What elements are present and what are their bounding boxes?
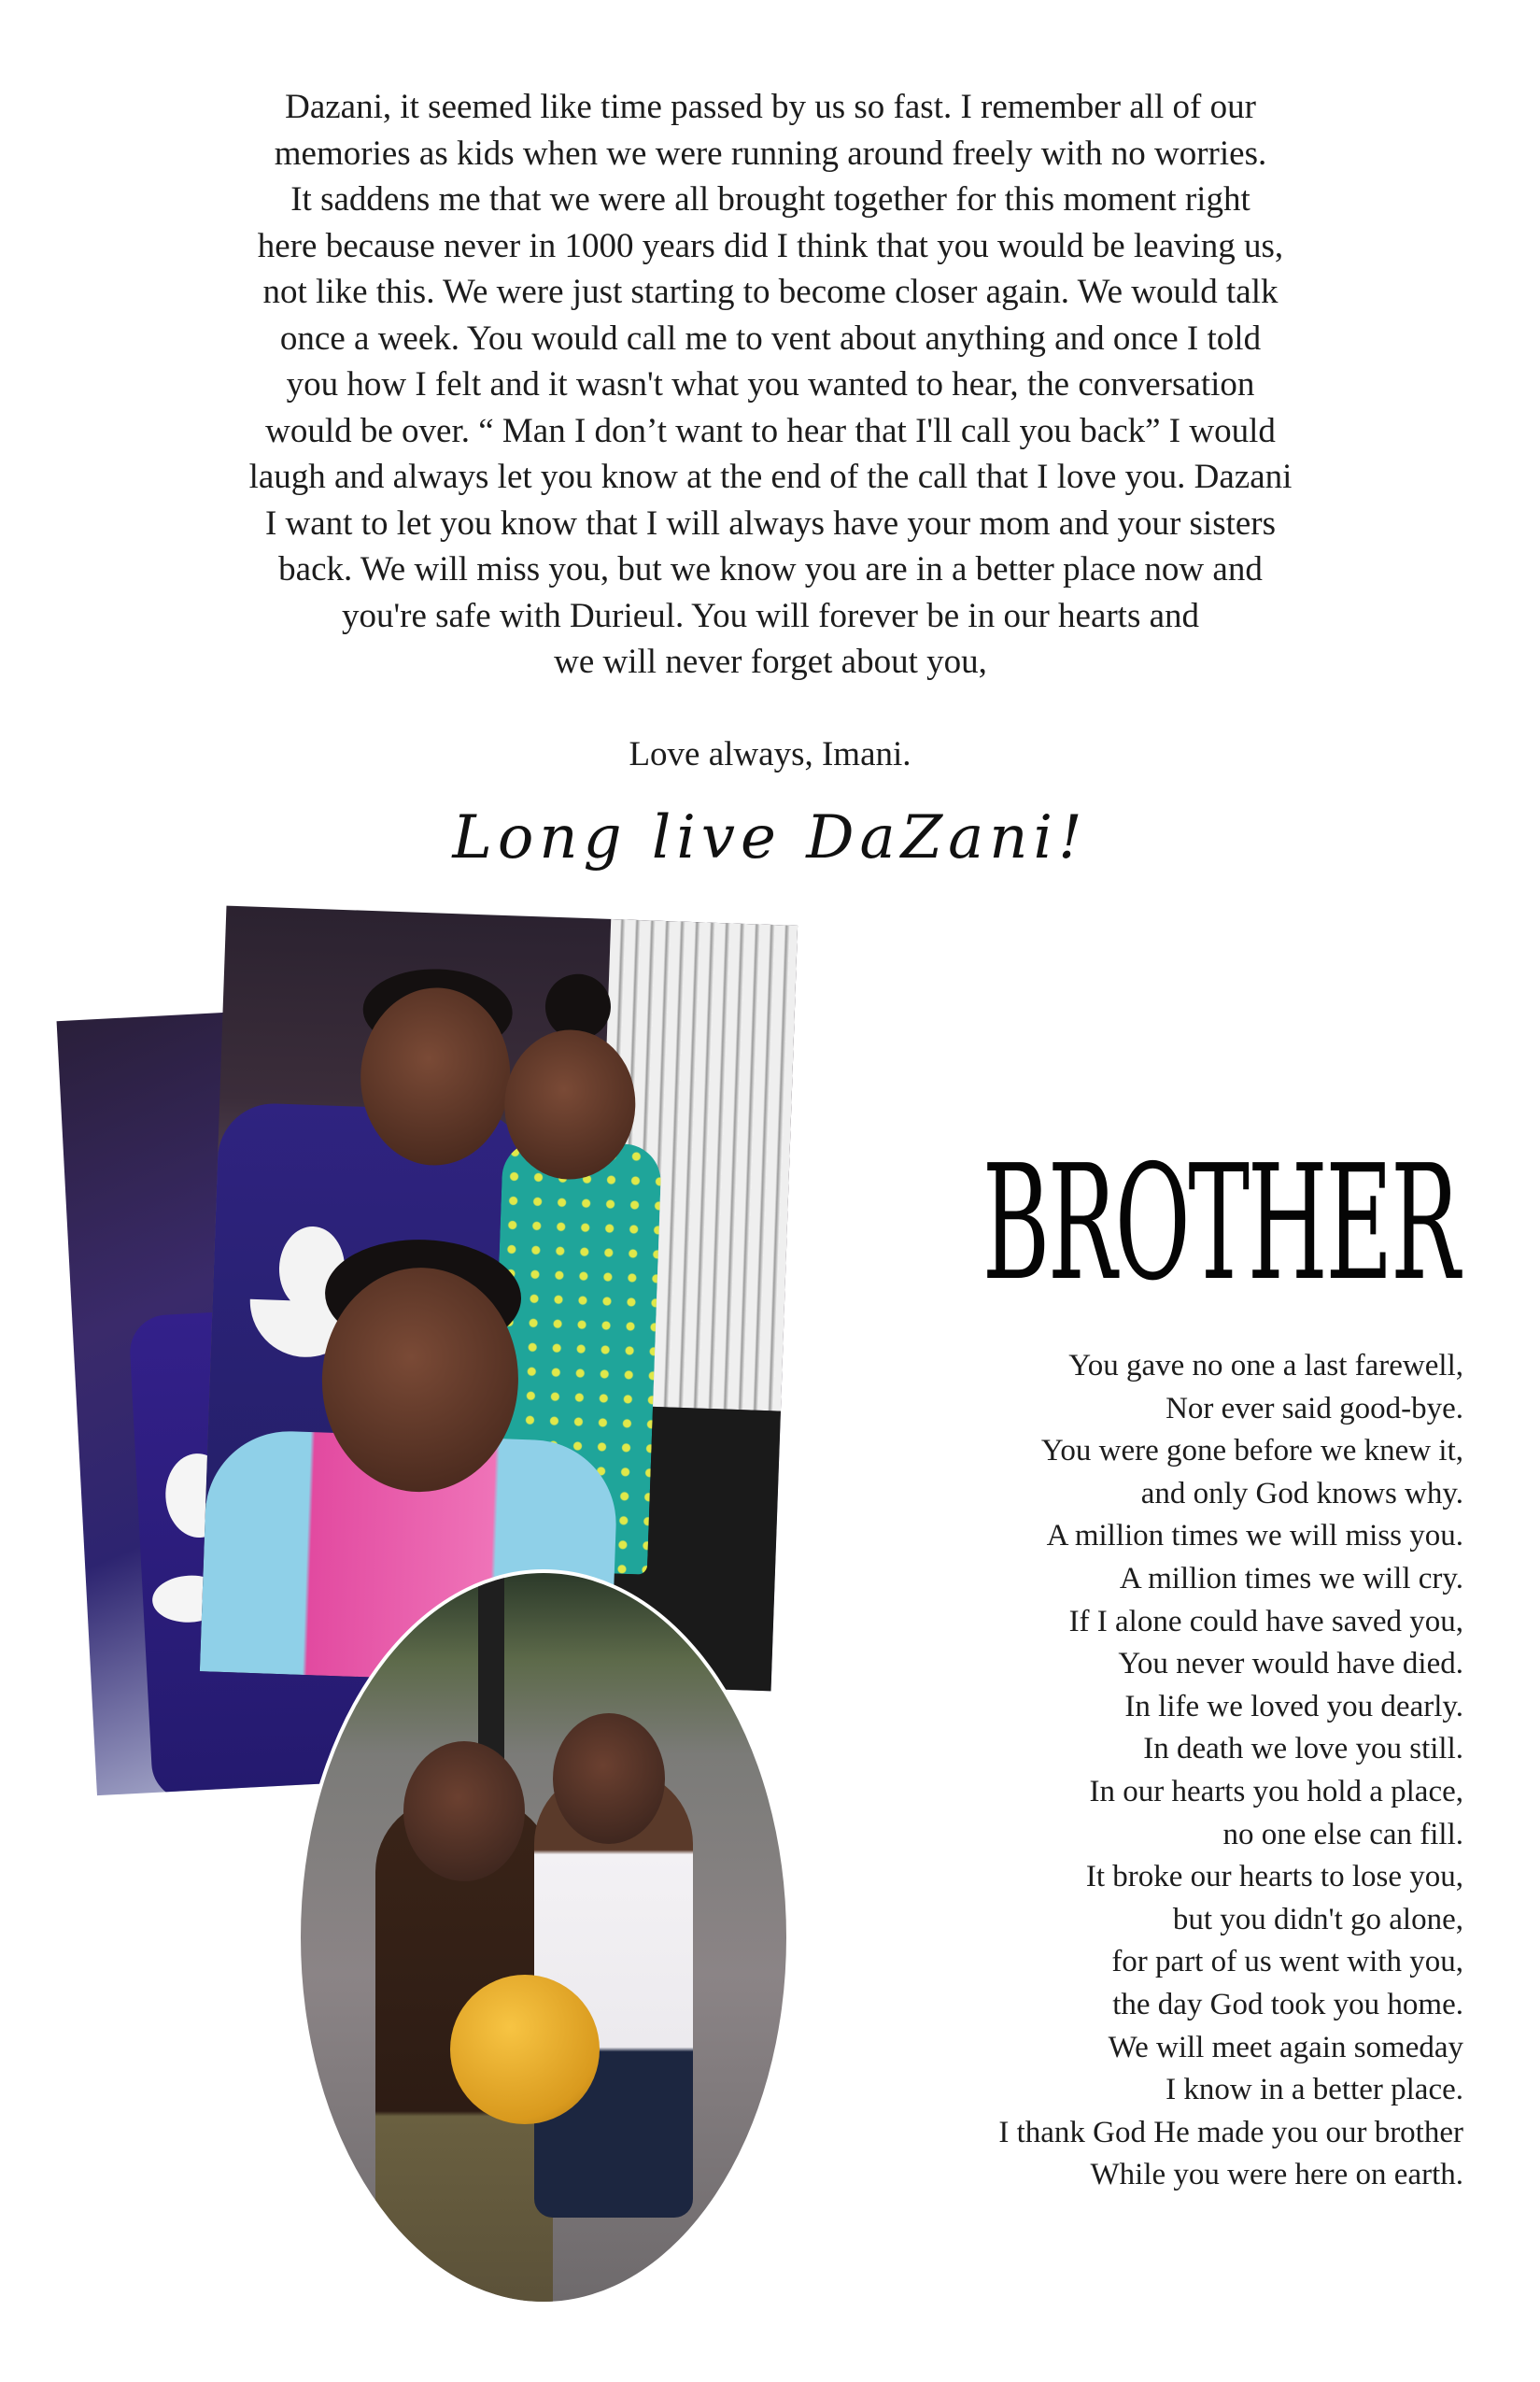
letter-line: not like this. We were just starting to become closer again. We would talk (262, 273, 1279, 311)
poem-line: no one else can fill. (1222, 1817, 1463, 1851)
photo-oval-kids (297, 1569, 790, 2305)
poem-line: You never would have died. (1118, 1647, 1463, 1681)
poem-line: A million times we will miss you. (1046, 1519, 1463, 1553)
poem-line: A million times we will cry. (1119, 1561, 1463, 1595)
poem-line: Nor ever said good-bye. (1166, 1391, 1463, 1425)
poem-line: You gave no one a last farewell, (1068, 1349, 1463, 1382)
letter-line: once a week. You would call me to vent about anything and once I told (279, 319, 1262, 358)
poem-line: We will meet again someday (1108, 2030, 1463, 2064)
poem-line: but you didn't go alone, (1172, 1902, 1463, 1936)
letter-line: you how I felt and it wasn't what you wanted to hear, the conversation (286, 365, 1255, 404)
poem-line: If I alone could have saved you, (1068, 1604, 1463, 1638)
poem-line: In death we love you still. (1143, 1732, 1463, 1766)
signature-script: Long live DaZani! (452, 803, 1088, 872)
poem-line: and only God knows why. (1140, 1476, 1463, 1510)
letter-line: I want to let you know that I will always have your mom and your sisters (264, 503, 1277, 543)
letter-line: It saddens me that we were all brought together for this moment right (290, 180, 1250, 219)
letter-line: back. We will miss you, but we know you are in a better place now and (278, 550, 1263, 588)
poem-line: In life we loved you dearly. (1124, 1689, 1463, 1723)
poem-line: the day God took you home. (1112, 1987, 1463, 2021)
letter-line: here because never in 1000 years did I think that you would be leaving us, (257, 226, 1284, 265)
letter-line: you're safe with Durieul. You will forever be in our hearts and (341, 596, 1200, 635)
poem-line: for part of us went with you, (1111, 1945, 1463, 1979)
letter-line: memories as kids when we were running around freely with no worries. (274, 134, 1267, 173)
poem-text (810, 1345, 1463, 2197)
poem-line: I know in a better place. (1166, 2073, 1463, 2107)
poem-line: In our hearts you hold a place, (1089, 1774, 1463, 1808)
poem-line: I thank God He made you our brother (998, 2115, 1463, 2149)
letter-line: laugh and always let you know at the end of the call that I love you. Dazani (248, 458, 1293, 496)
letter-line: Dazani, it seemed like time passed by us so fast. I remember all of our (285, 88, 1256, 126)
letter-closing: Love always, Imani. (629, 735, 911, 773)
poem-line: It broke our hearts to lose you, (1085, 1860, 1463, 1894)
letter-line: would be over. “ Man I don’t want to hear that I'll call you back” I would (265, 411, 1276, 450)
letter-text (103, 84, 1438, 686)
poem-line: While you were here on earth. (1090, 2158, 1463, 2192)
poem-line: You were gone before we knew it, (1040, 1434, 1463, 1468)
heading-brother: BROTHER (982, 1131, 1458, 1316)
letter-line: we will never forget about you, (554, 643, 987, 681)
